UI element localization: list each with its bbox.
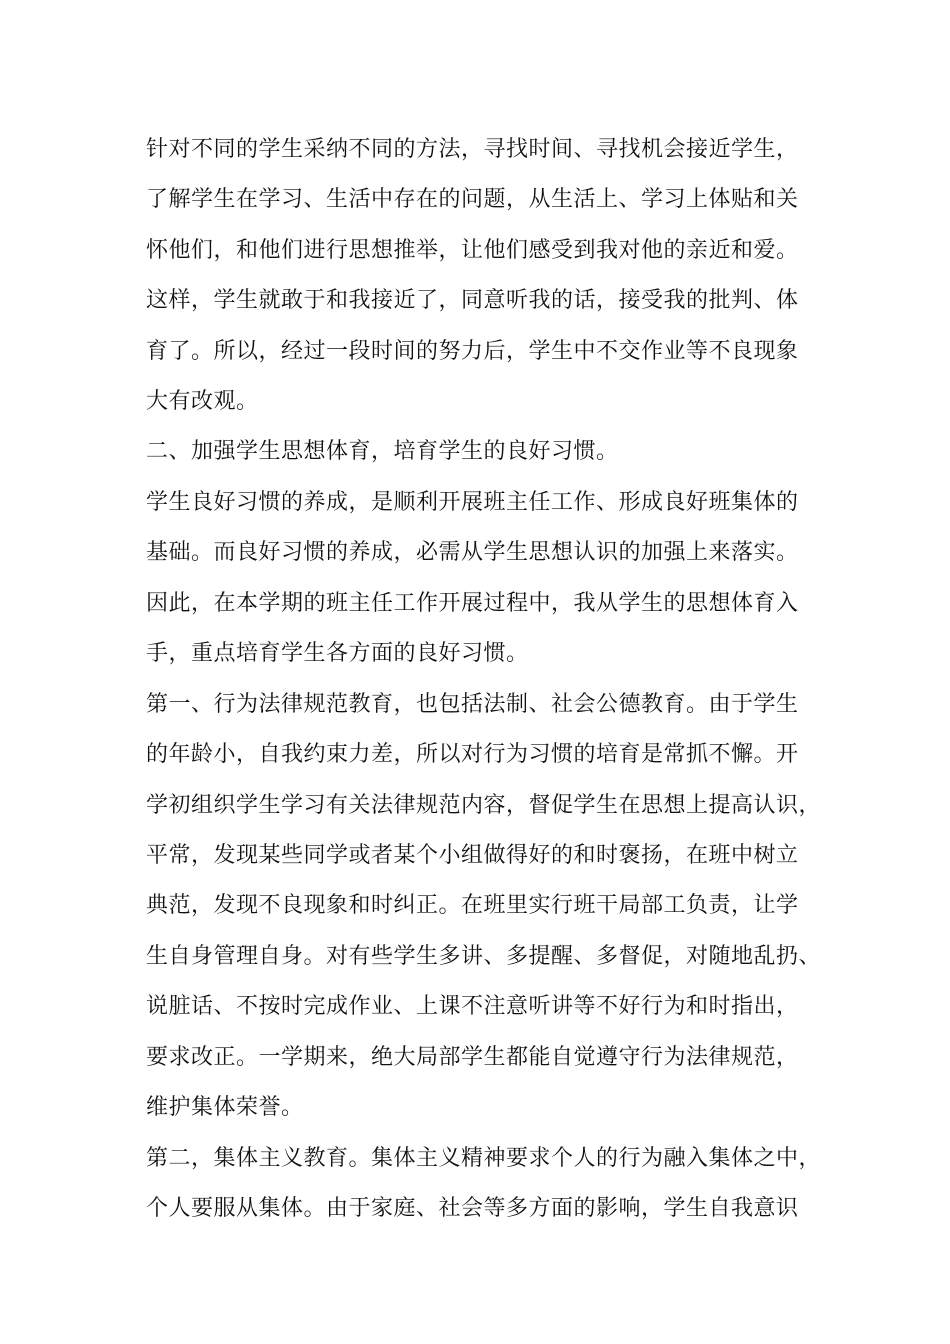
text-line: 维护集体荣誉。	[146, 1095, 304, 1120]
section-heading: 二、加强学生思想体育，培育学生的良好习惯。	[146, 439, 619, 464]
text-line: 手，重点培育学生各方面的良好习惯。	[146, 641, 529, 666]
text-line: 要求改正。一学期来，绝大局部学生都能自觉遵守行为法律规范，	[146, 1045, 799, 1070]
text-line: 个人要服从集体。由于家庭、社会等多方面的影响，学生自我意识	[146, 1196, 799, 1221]
text-line: 学初组织学生学习有关法律规范内容，督促学生在思想上提高认识，	[146, 793, 822, 818]
text-line: 第一、行为法律规范教育，也包括法制、社会公德教育。由于学生	[146, 692, 799, 717]
text-line: 说脏话、不按时完成作业、上课不注意听讲等不好行为和时指出，	[146, 994, 799, 1019]
text-line: 怀他们，和他们进行思想推举，让他们感受到我对他的亲近和爱。	[146, 238, 799, 263]
text-line: 平常，发现某些同学或者某个小组做得好的和时褒扬，在班中树立	[146, 843, 799, 868]
text-line: 第二，集体主义教育。集体主义精神要求个人的行为融入集体之中，	[146, 1146, 822, 1171]
text-line: 的年龄小，自我约束力差，所以对行为习惯的培育是常抓不懈。开	[146, 742, 799, 767]
text-line: 了解学生在学习、生活中存在的问题，从生活上、学习上体贴和关	[146, 187, 799, 212]
text-line: 典范，发现不良现象和时纠正。在班里实行班干局部工负责，让学	[146, 893, 799, 918]
text-line: 学生良好习惯的养成，是顺利开展班主任工作、形成良好班集体的	[146, 490, 799, 515]
text-line: 大有改观。	[146, 389, 259, 414]
text-line: 针对不同的学生采纳不同的方法，寻找时间、寻找机会接近学生，	[146, 137, 799, 162]
text-line: 这样，学生就敢于和我接近了，同意听我的话，接受我的批判、体	[146, 288, 799, 313]
text-line: 育了。所以，经过一段时间的努力后，学生中不交作业等不良现象	[146, 339, 799, 364]
text-line: 因此，在本学期的班主任工作开展过程中，我从学生的思想体育入	[146, 591, 799, 616]
text-line: 生自身管理自身。对有些学生多讲、多提醒、多督促，对随地乱扔、	[146, 944, 822, 969]
text-line: 基础。而良好习惯的养成，必需从学生思想认识的加强上来落实。	[146, 540, 799, 565]
